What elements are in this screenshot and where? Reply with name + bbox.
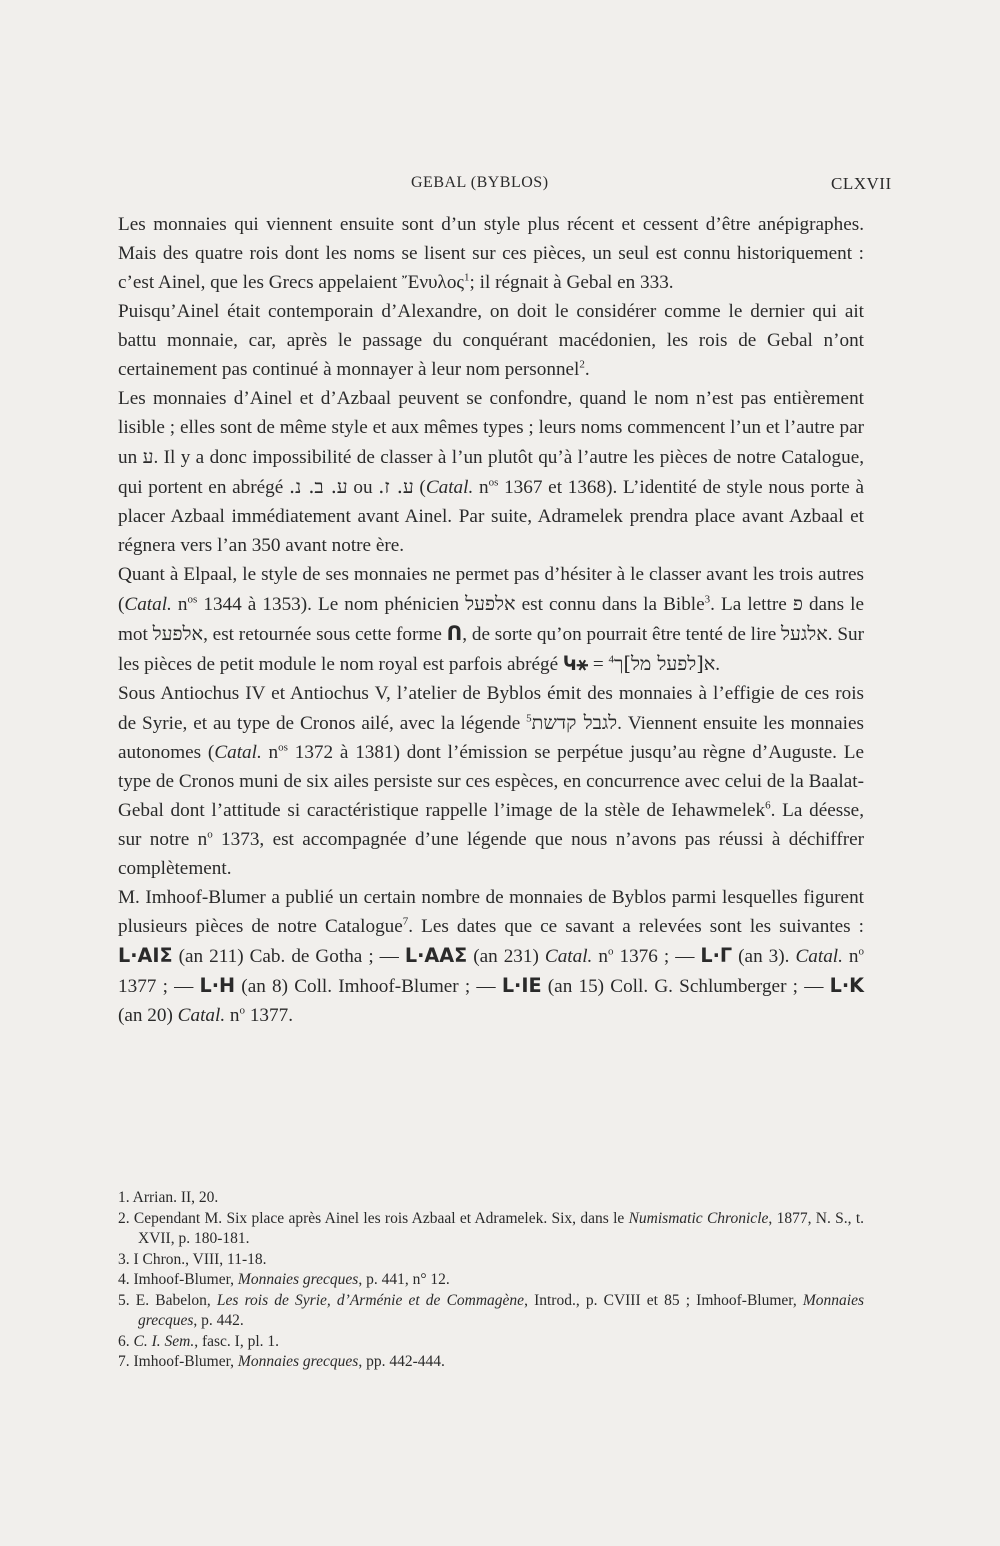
running-head <box>0 174 1000 198</box>
text-run: n <box>592 946 608 967</box>
footnote-ref: 6 <box>765 799 771 812</box>
footnote <box>118 1352 864 1373</box>
text-run: , est retournée sous cette forme <box>203 624 447 645</box>
text-run: Ἔνυλος <box>401 272 465 293</box>
footnote <box>118 1188 864 1209</box>
italic-run: Catal. <box>214 742 262 763</box>
footnote-ref: o <box>858 945 865 958</box>
italic-run: Catal. <box>795 946 843 967</box>
text-run: = <box>588 654 609 675</box>
text-run: n <box>171 594 188 615</box>
text-run: . <box>584 359 590 380</box>
coin-legend-glyph: L·Γ <box>700 944 733 967</box>
footnote-ref: o <box>607 945 614 958</box>
text-run: (an 3). <box>732 946 796 967</box>
text-run: 1377 ; — <box>118 976 200 997</box>
footnote-ref: o <box>239 1004 246 1017</box>
text-run: 7. Imhoof-Blumer, <box>118 1353 238 1370</box>
paragraph <box>118 297 864 384</box>
hebrew-text: ע. ב. נ. <box>288 475 348 498</box>
hebrew-text: ע <box>142 445 154 468</box>
footnote <box>118 1291 864 1332</box>
text-run: (an 20) <box>118 1005 178 1026</box>
paragraph <box>118 384 864 560</box>
text-run: n <box>225 1005 240 1026</box>
text-run: , p. 442. <box>193 1312 244 1329</box>
italic-run: Catal. <box>177 1005 226 1026</box>
hebrew-text: אלגעל <box>781 622 828 645</box>
text-run: , Introd., p. CVIII et 85 ; Imhoof-Blumer, <box>524 1291 803 1309</box>
footnote-ref: 7 <box>402 915 409 928</box>
hebrew-text: פ <box>792 592 803 615</box>
italic-run: Monnaies grecques <box>237 1353 359 1370</box>
paragraph <box>118 560 864 679</box>
italic-run: Catal. <box>124 594 172 615</box>
hebrew-text: אלפעל <box>152 622 204 645</box>
text-run: M. Imhoof-Blumer a publié un certain nombre de monnaies de Byblos parmi lesquelles figurent plusieurs pièces de notre Catalogue <box>118 887 864 937</box>
text-run: . <box>715 654 721 675</box>
text-run: ; il régnait à Gebal en 333. <box>469 272 674 293</box>
italic-run: Les rois de Syrie, d’Arménie et de Commagène <box>216 1291 525 1309</box>
text-run: 2. Cependant M. Six place après Ainel les rois Azbaal et Adramelek. Six, dans le <box>118 1209 629 1227</box>
footnote-ref: 5 <box>526 712 532 725</box>
text-run: . La déesse, sur notre n <box>118 800 864 850</box>
text-run: , de sorte qu’on pourrait être tenté de lire <box>462 624 782 645</box>
text-run: , pp. 442-444. <box>358 1353 445 1370</box>
text-run: Quant à Elpaal, le style de ses monnaies ne permet pas d’hésiter à le classer avant les trois autres ( <box>118 564 864 615</box>
text-run: 1. Arrian. II, 20. <box>118 1189 219 1206</box>
footnote-ref: 4 <box>608 653 615 666</box>
text-run: . Sur les pièces de petit module le nom royal est parfois abrégé <box>118 624 864 675</box>
text-run: , fasc. I, pl. 1. <box>194 1332 279 1350</box>
footnote <box>118 1209 864 1250</box>
hebrew-text: לגבל קדשת <box>531 711 618 734</box>
text-run: 1367 et 1368). L’identité de style nous porte à placer Azbaal immédiatement avant Ainel. Par suite, Adramelek prendra place avant Azbaal et régnera vers l’an 350 avant notre ère. <box>118 477 865 556</box>
footnotes <box>118 1188 864 1373</box>
text-run: 1377. <box>245 1005 293 1026</box>
text-run: ou <box>347 477 379 498</box>
italic-run: Monnaies grecques <box>237 1271 359 1288</box>
coin-legend-glyph: Կ⚹ <box>562 652 589 675</box>
text-run: n <box>842 946 859 967</box>
text-run: Les monnaies d’Ainel et d’Azbaal peuvent se confondre, quand le nom n’est pas entièrement lisible ; elles sont de même style et aux mêmes types ; leurs noms commencent l’un et l’autre par un <box>118 388 864 468</box>
hebrew-text: אלפעל <box>465 592 516 615</box>
text-run: . Les dates que ce savant a relevées sont les suivantes : <box>408 916 864 937</box>
footnote-ref: 1 <box>464 271 470 284</box>
italic-run: Numismatic Chronicle <box>628 1209 769 1227</box>
footnote <box>118 1332 864 1353</box>
text-run: (an 8) Coll. Imhoof-Blumer ; — <box>235 976 502 997</box>
text-run: 1376 ; — <box>613 946 701 967</box>
text-run: (an 15) Coll. G. Schlumberger ; — <box>541 976 830 997</box>
italic-run: Catal. <box>425 477 474 498</box>
coin-legend-glyph: L·AAΣ <box>404 944 468 967</box>
text-run: . Viennent ensuite les monnaies autonomes ( <box>118 713 864 763</box>
running-title: GEBAL (BYBLOS) <box>411 174 549 191</box>
text-run: 1373, est accompagnée d’une légende que nous n’avons pas réussi à déchiffrer complètement. <box>118 829 865 879</box>
text-run: , 1877, N. S., t. XVII, p. 180-181. <box>138 1209 865 1247</box>
page-number: CLXVII <box>831 174 892 193</box>
text-run: n <box>261 742 279 763</box>
text-run: 1372 à 1381) dont l’émission se perpétue jusqu’au règne d’Auguste. Le type de Cronos muni de six ailes persiste sur ces espèces, en concurrence avec celui de la Baalat-Gebal dont l’attitude si caractéristique rappelle l’image de la stèle de Iehawmelek <box>118 742 865 821</box>
text-run: Sous Antiochus IV et Antiochus V, l’atelier de Byblos émit des monnaies à l’effigie de ces rois de Syrie, et au type de Cronos ailé, avec la légende <box>118 683 864 734</box>
italic-run: Catal. <box>544 946 593 967</box>
text-run: . La lettre <box>710 594 793 615</box>
text-run: est connu dans la Bible <box>515 594 705 615</box>
hebrew-text: א[לפעל מל]ך <box>614 652 716 675</box>
footnote <box>118 1270 864 1291</box>
italic-run: Monnaies grecques <box>138 1291 864 1329</box>
text-run: dans le mot <box>118 594 865 645</box>
footnote-ref: o <box>207 828 213 841</box>
text-run: , p. 441, n° 12. <box>358 1271 450 1288</box>
footnote-ref: 2 <box>579 358 585 371</box>
text-run: (an 231) <box>467 946 545 967</box>
coin-legend-glyph: L·K <box>829 974 864 997</box>
footnote <box>118 1250 864 1271</box>
coin-legend-glyph: L·IE <box>501 974 542 997</box>
text-run: ( <box>413 477 426 498</box>
coin-legend-glyph: ᑎ <box>446 622 463 645</box>
text-run: Puisqu’Ainel était contemporain d’Alexandre, on doit le considérer comme le dernier qui ait battu monnaie, car, après le passage du conquérant macédonien, les rois de Gebal n’ont certainement pas continué à monnayer à leur nom personnel <box>118 301 864 380</box>
hebrew-text: ע. ז. <box>378 475 414 498</box>
coin-legend-glyph: L·H <box>199 974 236 997</box>
text-run: 4. Imhoof-Blumer, <box>118 1271 238 1288</box>
text-run: 6. <box>118 1332 134 1350</box>
footnote-ref: os <box>187 593 198 606</box>
footnote-ref: 3 <box>704 593 711 606</box>
paragraph <box>118 883 864 1030</box>
footnote-ref: os <box>488 476 499 489</box>
text-run: 3. I Chron., VIII, 11-18. <box>118 1250 267 1268</box>
text-run: 5. E. Babelon, <box>118 1291 217 1309</box>
paragraph <box>118 210 864 297</box>
text-run: . Il y a donc impossibilité de classer à l’un plutôt qu’à l’autre les pièces de notre Catalogue, qui portent en abrégé <box>118 447 865 498</box>
text-run: n <box>473 477 489 498</box>
text-run: 1344 à 1353). Le nom phénicien <box>197 594 466 615</box>
italic-run: C. I. Sem. <box>133 1332 195 1350</box>
paragraph <box>118 679 864 883</box>
coin-legend-glyph: L·AIΣ <box>118 944 173 967</box>
footnote-ref: os <box>278 741 288 754</box>
body-text <box>118 210 864 1030</box>
text-run: (an 211) Cab. de Gotha ; — <box>172 946 405 967</box>
text-run: Les monnaies qui viennent ensuite sont d’un style plus récent et cessent d’être anépigraphes. Mais des quatre rois dont les noms se lisent sur ces pièces, un seul est connu historiquement : c’est Ainel, que les Grecs appelaient <box>118 214 864 293</box>
